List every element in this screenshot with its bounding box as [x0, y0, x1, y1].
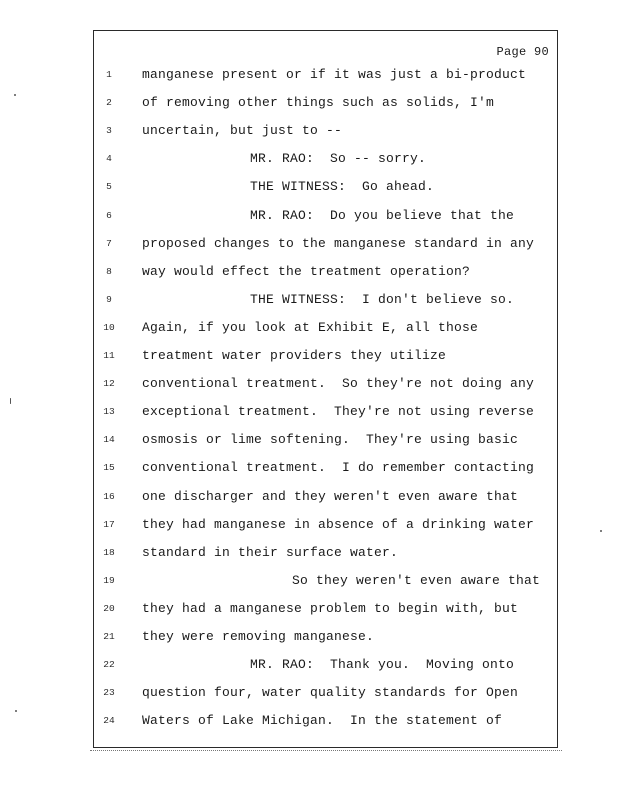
line-number: 7 [106, 237, 112, 249]
scan-speck [15, 710, 17, 712]
transcript-line: way would effect the treatment operation? [142, 263, 471, 279]
line-number: 5 [106, 181, 112, 193]
transcript-line: they had a manganese problem to begin with, but [142, 600, 519, 616]
transcript-page [93, 30, 558, 748]
transcript-line: uncertain, but just to -- [142, 123, 343, 139]
transcript-line: Again, if you look at Exhibit E, all those [142, 319, 479, 335]
transcript-line: they had manganese in absence of a drinking water [142, 516, 535, 532]
line-number: 1 [106, 69, 112, 80]
line-number: 22 [103, 659, 115, 671]
line-number: 15 [103, 462, 115, 474]
line-number: 4 [106, 153, 112, 165]
line-number: 20 [103, 602, 115, 614]
line-number: 3 [106, 125, 112, 137]
transcript-line: Waters of Lake Michigan. In the statement of [142, 713, 503, 729]
line-number: 8 [106, 265, 112, 277]
transcript-line: they were removing manganese. [142, 629, 375, 644]
transcript-line: treatment water providers they utilize [142, 348, 447, 363]
line-number: 23 [103, 687, 115, 699]
scan-speck [14, 94, 16, 96]
transcript-line: MR. RAO: Thank you. Moving onto [250, 657, 515, 673]
transcript-line: THE WITNESS: Go ahead. [250, 179, 435, 195]
page-number: Page 90 [496, 45, 549, 59]
transcript-line: So they weren't even aware that [292, 572, 541, 588]
transcript-line: exceptional treatment. They're not using reverse [142, 404, 535, 420]
line-number: 10 [103, 321, 115, 333]
line-number: 12 [103, 378, 115, 390]
line-number: 24 [103, 715, 115, 727]
transcript-line: manganese present or if it was just a bi-product [142, 67, 527, 82]
transcript-line: THE WITNESS: I don't believe so. [250, 291, 515, 307]
line-number: 11 [103, 350, 115, 361]
line-number: 17 [103, 518, 115, 530]
bottom-rule [90, 750, 562, 752]
transcript-line: proposed changes to the manganese standard in any [142, 235, 535, 251]
line-number: 18 [103, 546, 115, 558]
line-number: 16 [103, 490, 115, 502]
transcript-line: MR. RAO: So -- sorry. [250, 151, 427, 167]
transcript-line: conventional treatment. I do remember contacting [142, 460, 535, 476]
transcript-line: MR. RAO: Do you believe that the [250, 207, 515, 223]
transcript-line: conventional treatment. So they're not doing any [142, 376, 535, 392]
transcript-line: of removing other things such as solids, I'm [142, 95, 495, 111]
transcript-line: one discharger and they weren't even aware that [142, 488, 519, 504]
scan-speck [600, 530, 602, 532]
transcript-line: osmosis or lime softening. They're using basic [142, 432, 519, 448]
line-number: 2 [106, 97, 112, 109]
line-number: 9 [106, 293, 112, 305]
line-number: 6 [106, 209, 112, 221]
transcript-line: question four, water quality standards for Open [142, 685, 519, 701]
transcript-line: standard in their surface water. [142, 544, 399, 560]
line-number: 21 [103, 631, 115, 642]
line-number: 14 [103, 434, 115, 446]
line-number: 19 [103, 574, 115, 586]
line-number: 13 [103, 406, 115, 418]
scan-speck [10, 398, 11, 404]
